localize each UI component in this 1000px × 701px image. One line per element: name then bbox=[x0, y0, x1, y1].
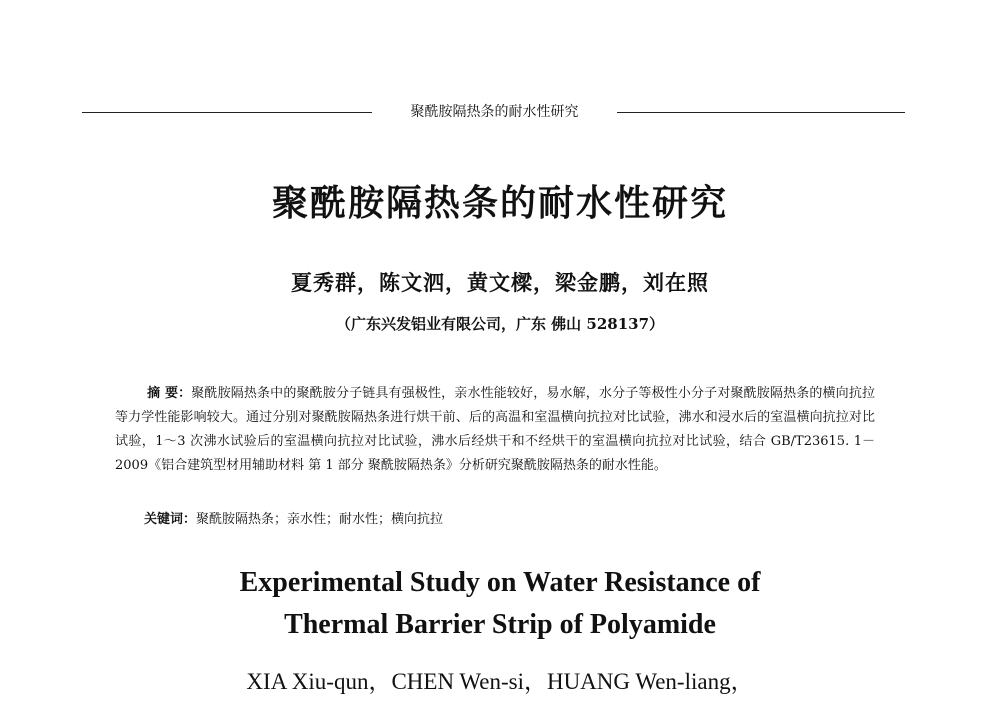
paper-title-chinese: 聚酰胺隔热条的耐水性研究 bbox=[271, 182, 728, 224]
header-rule-right bbox=[617, 112, 905, 113]
paper-title-english bbox=[0, 562, 1000, 646]
authors-english: XIA Xiu-qun，CHEN Wen-si，HUANG Wen-liang， bbox=[246, 669, 754, 694]
running-header: 聚酰胺隔热条的耐水性研究 bbox=[410, 104, 579, 120]
abstract-text: 聚酰胺隔热条中的聚酰胺分子链具有强极性，亲水性能较好，易水解，水分子等极性小分子对聚酰胺隔热条的横向抗拉等力学性能影响较大。通过分别对聚酰胺隔热条进行烘干前、后的高温和室温横向抗拉对比试验，沸水和浸水后的室温横向抗拉对比试验，1～3 次沸水试验后的室温横向抗拉对比试验，沸水后经烘干和不经烘干的室温横向抗拉对比试验，结合 GB/T23615. 1－2009《铝合建筑型材用辅助材料 第 1 部分 聚酰胺隔热条》分析研究聚酰胺隔热条的耐水性能。 bbox=[115, 386, 875, 473]
header-rule-left bbox=[82, 112, 372, 113]
keywords-line bbox=[144, 509, 874, 531]
authors-chinese: 夏秀群，陈文泗，黄文樑，梁金鹏，刘在照 bbox=[291, 270, 709, 295]
title-en-line-1: Experimental Study on Water Resistance of bbox=[239, 567, 761, 598]
keywords-text: 聚酰胺隔热条；亲水性；耐水性；横向抗拉 bbox=[196, 512, 444, 527]
affiliation-chinese: （广东兴发铝业有限公司，广东 佛山 528137） bbox=[335, 315, 665, 333]
title-en-line-2: Thermal Barrier Strip of Polyamide bbox=[284, 609, 716, 640]
keywords-label: 关键词： bbox=[144, 512, 197, 527]
abstract-label: 摘 要： bbox=[147, 386, 192, 401]
abstract-paragraph bbox=[115, 382, 875, 478]
